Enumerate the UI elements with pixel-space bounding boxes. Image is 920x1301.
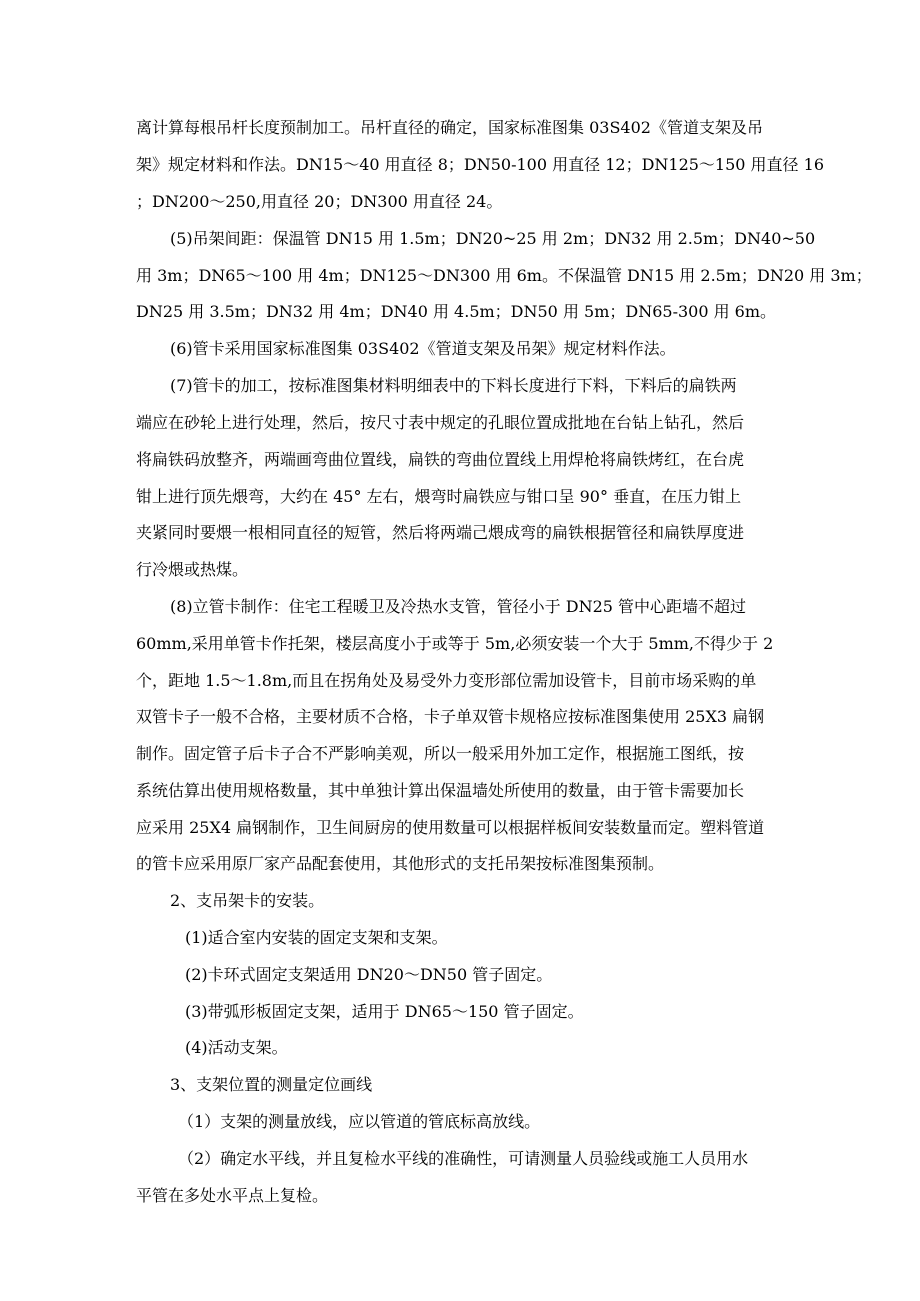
list-item: （2）确定水平线，并且复检水平线的准确性，可请测量人员验线或施工人员用水 bbox=[178, 1149, 749, 1168]
text-line: 将扁铁码放整齐，两端画弯曲位置线，扁铁的弯曲位置线上用焊枪将扁铁烤红，在台虎 bbox=[136, 450, 745, 469]
text-line: 的管卡应采用原厂家产品配套使用，其他形式的支托吊架按标准图集预制。 bbox=[136, 854, 665, 873]
section-heading: 2、支吊架卡的安装。 bbox=[170, 891, 325, 910]
text-line: 双管卡子一般不合格，主要材质不合格，卡子单双管卡规格应按标准图集使用 25X3 扁钢 bbox=[136, 707, 765, 726]
section-heading: 3、支架位置的测量定位画线 bbox=[170, 1075, 373, 1094]
text-line: 端应在砂轮上进行处理，然后，按尺寸表中规定的孔眼位置成批地在台钻上钻孔，然后 bbox=[136, 413, 745, 432]
text-line: 架》规定材料和作法。DN15～40 用直径 8；DN50-100 用直径 12；DN125～150 用直径 16 bbox=[136, 155, 825, 174]
text-line: (8)立管卡制作：住宅工程暖卫及冷热水支管，管径小于 DN25 管中心距墙不超过 bbox=[170, 597, 747, 616]
list-item: (4)活动支架。 bbox=[185, 1038, 288, 1057]
text-line: DN25 用 3.5m；DN32 用 4m；DN40 用 4.5m；DN50 用 5m；DN65-300 用 6m。 bbox=[136, 302, 777, 321]
text-line: ；DN200～250,用直径 20；DN300 用直径 24。 bbox=[136, 192, 503, 211]
text-line: 行冷煨或热煤。 bbox=[136, 560, 249, 579]
text-line: 制作。固定管子后卡子合不严影响美观，所以一般采用外加工定作，根据施工图纸，按 bbox=[136, 744, 745, 763]
text-line: (7)管卡的加工，按标准图集材料明细表中的下料长度进行下料，下料后的扁铁两 bbox=[170, 376, 737, 395]
text-line: 离计算每根吊杆长度预制加工。吊杆直径的确定，国家标准图集 03S402《管道支架及吊 bbox=[136, 118, 763, 137]
list-item: （1）支架的测量放线，应以管道的管底标高放线。 bbox=[178, 1112, 541, 1131]
text-line: 用 3m；DN65～100 用 4m；DN125～DN300 用 6m。不保温管 DN15 用 2.5m；DN20 用 3m； bbox=[136, 266, 872, 285]
text-line: 60mm,采用单管卡作托架，楼层高度小于或等于 5m,必须安装一个大于 5mm,不得少于 2 bbox=[136, 634, 774, 653]
text-line: 应采用 25X4 扁钢制作，卫生间厨房的使用数量可以根据样板间安装数量而定。塑料管道 bbox=[136, 818, 765, 837]
list-item: (2)卡环式固定支架适用 DN20～DN50 管子固定。 bbox=[185, 965, 553, 984]
text-line: 夹紧同时要煨一根相同直径的短管，然后将两端己煨成弯的扁铁根据管径和扁铁厚度进 bbox=[136, 523, 745, 542]
list-item: (1)适合室内安装的固定支架和支架。 bbox=[185, 928, 448, 947]
text-line: 平管在多处水平点上复检。 bbox=[136, 1186, 329, 1205]
text-line: 个，距地 1.5～1.8m,而且在拐角处及易受外力变形部位需加设管卡，目前市场采购的单 bbox=[136, 671, 757, 690]
text-line: 钳上进行顶先煨弯，大约在 45° 左右，煨弯时扁铁应与钳口呈 90° 垂直，在压力钳上 bbox=[136, 487, 742, 506]
text-line: (6)管卡采用国家标准图集 03S402《管道支架及吊架》规定材料作法。 bbox=[170, 339, 676, 358]
list-item: (3)带弧形板固定支架，适用于 DN65～150 管子固定。 bbox=[185, 1002, 584, 1021]
text-line: (5)吊架间距：保温管 DN15 用 1.5m；DN20~25 用 2m；DN32 用 2.5m；DN40~50 bbox=[170, 229, 816, 248]
text-line: 系统估算出使用规格数量，其中单独计算出保温墙处所使用的数量，由于管卡需要加长 bbox=[136, 781, 745, 800]
